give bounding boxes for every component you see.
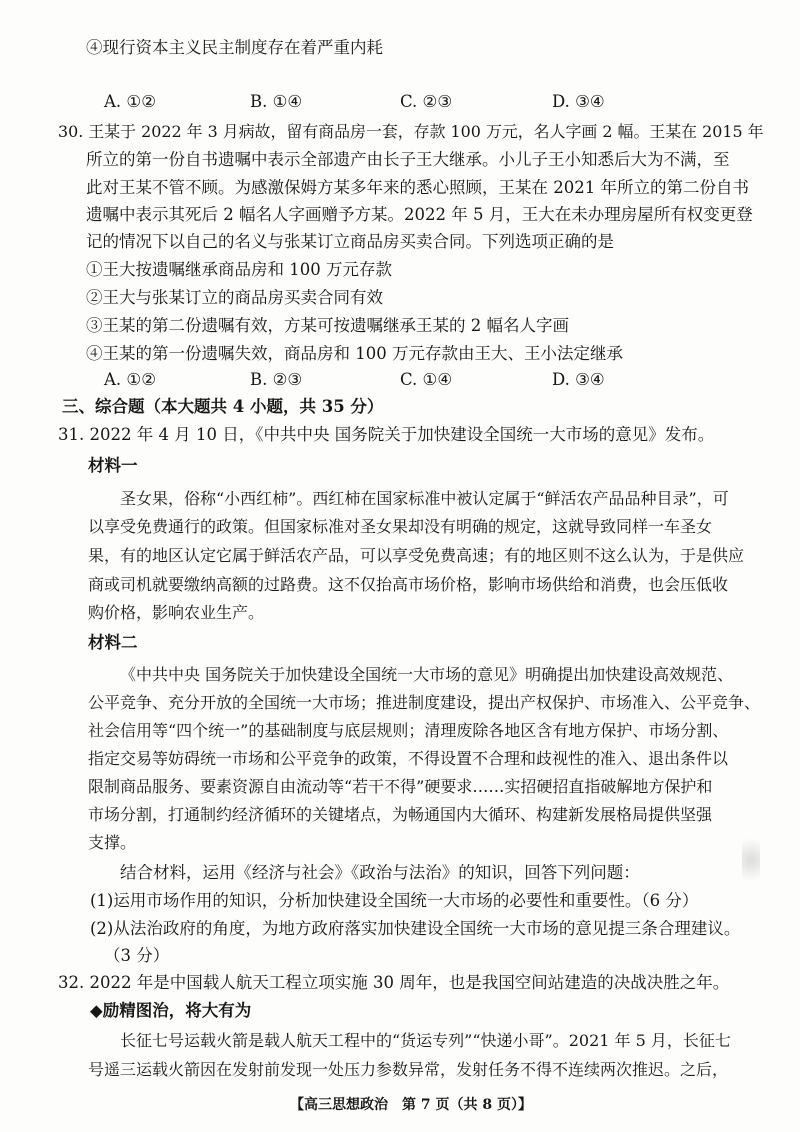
q30-stem-line-2: 所立的第一份自书遗嘱中表示全部遗产由长子王大继承。小儿子王小知悉后大为不满，至	[86, 150, 730, 169]
q31-material-1-line-1: 圣女果，俗称“小西红柿”。西红柿在国家标准中被认定属于“鲜活农产品品种目录”，可	[120, 489, 729, 508]
q29-option-d: D. ③④	[552, 92, 605, 111]
page-footer: 【高三思想政治 第 7 页（共 8 页）】	[290, 1097, 532, 1113]
q30-option-a: A. ①②	[104, 370, 156, 389]
q31-subquestion-2-points: （3 分）	[104, 946, 170, 965]
q31-material-2-line-2: 公平竞争、充分开放的全国统一大市场；推进制度建设，提出产权保护、市场准入、公平竞争、	[88, 693, 761, 712]
q31-material-1-line-2: 以享受免费通行的政策。但国家标准对圣女果却没有明确的规定，这就导致同样一车圣女	[88, 517, 713, 536]
q31-material-2-line-1: 《中共中央 国务院关于加快建设全国统一大市场的意见》明确提出加快建设高效规范、	[120, 665, 734, 684]
q30-stem-line-1: 30. 王某于 2022 年 3 月病故，留有商品房一套，存款 100 万元，名人字画 2 幅。王某在 2015 年	[58, 122, 764, 141]
q32-line-2: 号遥三运载火箭因在发射前发现一处压力参数异常，发射任务不得不连续两次推迟。之后，	[88, 1060, 729, 1079]
q31-material-2-line-7: 支撑。	[88, 833, 137, 852]
q29-option-b: B. ①④	[250, 92, 303, 111]
q29-option-c: C. ②③	[400, 92, 453, 111]
q31-subquestion-2: (2)从法治政府的角度，为地方政府落实加快建设全国统一大市场的意见提三条合理建议。	[90, 919, 741, 938]
q30-item-1: ①王大按遗嘱继承商品房和 100 万元存款	[86, 260, 392, 279]
q31-material-1-line-3: 果，有的地区认定它属于鲜活农产品，可以享受免费高速；有的地区则不这么认为，于是供应	[88, 546, 745, 565]
q31-instruction: 结合材料，运用《经济与社会》《政治与法治》的知识，回答下列问题：	[120, 863, 640, 882]
section-3-heading: 三、综合题（本大题共 4 小题，共 35 分）	[62, 397, 384, 416]
q30-item-2: ②王大与张某订立的商品房买卖合同有效	[86, 288, 383, 307]
scan-speck	[742, 830, 760, 890]
q29-options	[104, 91, 744, 113]
q32-stem: 32. 2022 年是中国载人航天工程立项实施 30 周年，也是我国空间站建造的决战决胜之年。	[58, 973, 730, 992]
q29-option-a: A. ①②	[104, 92, 156, 111]
q31-material-1-label: 材料一	[88, 456, 138, 475]
q30-stem-line-5: 记的情况下以自己的名义与张某订立商品房买卖合同。下列选项正确的是	[86, 232, 614, 251]
q31-material-2-line-6: 市场分割，打通制约经济循环的关键堵点，为畅通国内大循环、构建新发展格局提供坚强	[88, 805, 713, 824]
q30-options	[104, 369, 744, 391]
q30-option-b: B. ②③	[250, 370, 303, 389]
q30-item-3: ③王某的第二份遗嘱有效，方某可按遗嘱继承王某的 2 幅名人字画	[86, 316, 569, 335]
q31-material-2-line-5: 限制商品服务、要素资源自由流动等“若干不得”硬要求……实招硬招直指破解地方保护和	[88, 777, 713, 796]
q30-stem-line-3: 此对王某不管不顾。为感激保姆方某多年来的悉心照顾，王某在 2021 年所立的第二份自书	[86, 178, 749, 197]
q31-stem: 31. 2022 年 4 月 10 日，《中共中央 国务院关于加快建设全国统一大市场的意见》发布。	[58, 425, 715, 444]
q31-material-2-label: 材料二	[88, 633, 138, 652]
q31-material-1-line-5: 购价格，影响农业生产。	[88, 603, 265, 622]
q31-subquestion-1: (1)运用市场作用的知识，分析加快建设全国统一大市场的必要性和重要性。（6 分）	[90, 891, 699, 910]
q32-subheading: ◆励精图治，将大有为	[90, 1001, 252, 1020]
q32-line-1: 长征七号运载火箭是载人航天工程中的“货运专列”“快递小哥”。2021 年 5 月，长征七	[120, 1031, 731, 1050]
q30-stem-line-4: 遗嘱中表示其死后 2 幅名人字画赠予方某。2022 年 5 月，王大在未办理房屋所有权变更登	[86, 205, 753, 224]
q30-option-c: C. ①④	[400, 370, 453, 389]
q31-material-2-line-3: 社会信用等“四个统一”的基础制度与底层规则；清理废除各地区含有地方保护、市场分割、	[88, 721, 729, 740]
q31-material-1-line-4: 商或司机就要缴纳高额的过路费。这不仅抬高市场价格，影响市场供给和消费，也会压低收	[88, 575, 729, 594]
q30-item-4: ④王某的第一份遗嘱失效，商品房和 100 万元存款由王大、王小法定继承	[86, 344, 623, 363]
q29-item-4: ④现行资本主义民主制度存在着严重内耗	[86, 38, 383, 57]
q30-option-d: D. ③④	[552, 370, 605, 389]
q31-material-2-line-4: 指定交易等妨碍统一市场和公平竞争的政策，不得设置不合理和歧视性的准入、退出条件以	[88, 749, 729, 768]
